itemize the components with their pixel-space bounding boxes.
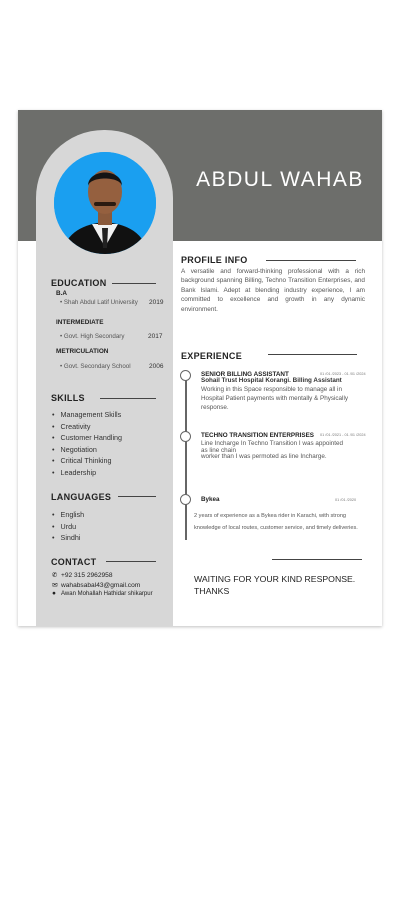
job-date-techno: 01 /01 /2021 - 01 /01 /2024: [320, 433, 366, 437]
education-year-ba: 2019: [149, 299, 164, 306]
closing-rule: [272, 559, 362, 560]
skill-item: • Critical Thinking: [52, 455, 122, 467]
education-heading: EDUCATION: [51, 278, 107, 288]
job-title-techno: TECHNO TRANSITION ENTERPRISES: [201, 432, 315, 439]
contact-rule: [106, 561, 156, 562]
job-line: 2 years of experience as a Bykea rider in Karachi, with strong: [194, 513, 347, 519]
job-date-bykea: 01 /01 /2020: [335, 498, 357, 502]
skill-item: • Negotiation: [52, 444, 122, 456]
education-degree-ba: B.A: [56, 290, 68, 297]
experience-heading: EXPERIENCE: [181, 351, 243, 361]
job-line: as line chain: [201, 447, 237, 454]
job-line: Line Incharge In Techno Transition I was appointed: [201, 440, 344, 447]
resume-page: [18, 110, 382, 626]
language-item: • Urdu: [52, 521, 84, 533]
languages-heading: LANGUAGES: [51, 492, 112, 502]
job-line: knowledge of local routes, customer service, and timely deliveries.: [194, 525, 358, 531]
skill-item: • Customer Handling: [52, 432, 122, 444]
education-school-ba: • Shah Abdul Latif University: [60, 299, 138, 306]
job-date-billing: 01 /01 /2023 - 01 /01 /2024: [320, 372, 366, 376]
job-line: Working in this Space responsible to manage all in: [201, 386, 342, 393]
education-year-matric: 2006: [149, 363, 164, 370]
experience-timeline: [185, 375, 187, 540]
closing-message: WAITING FOR YOUR KIND RESPONSE. THANKS: [194, 574, 356, 596]
skills-list: [52, 409, 122, 478]
education-school-matric: • Govt. Secondary School: [60, 363, 131, 370]
job-line: response.: [201, 404, 229, 411]
phone-icon: ✆: [52, 572, 58, 579]
email-icon: ✉: [52, 582, 58, 589]
language-item: • English: [52, 509, 84, 521]
experience-rule: [268, 354, 357, 355]
job-title-billing: SENIOR BILLING ASSISTANT: [201, 371, 289, 378]
timeline-dot: [180, 431, 191, 442]
profile-heading: PROFILE INFO: [181, 255, 248, 265]
profile-rule: [266, 260, 356, 261]
job-line: Sohail Trust Hospital Korangi. Billing Assistant: [201, 377, 342, 384]
contact-email: ✉ wahabsabal43@gmail.com: [52, 582, 141, 589]
languages-rule: [118, 496, 156, 497]
education-degree-matric: METRICULATION: [56, 348, 109, 355]
skills-rule: [100, 398, 156, 399]
contact-phone: ✆ +92 315 2962958: [52, 572, 113, 579]
languages-list: [52, 509, 84, 544]
education-rule: [112, 283, 156, 284]
timeline-dot: [180, 370, 191, 381]
skill-item: • Management Skills: [52, 409, 122, 421]
skill-item: • Leadership: [52, 467, 122, 479]
job-line: worker than I was permoted as line Incharge.: [201, 453, 327, 460]
candidate-name: ABDUL WAHAB: [196, 168, 364, 191]
skills-heading: SKILLS: [51, 393, 85, 403]
timeline-dot: [180, 494, 191, 505]
education-degree-intermediate: INTERMEDIATE: [56, 319, 104, 326]
education-school-intermediate: • Govt. High Secondary: [60, 333, 125, 340]
contact-address: ● Awan Mohallah Hathidar shikarpur: [52, 590, 153, 597]
location-pin-icon: ●: [52, 590, 56, 597]
job-line: Hospital Patient payments with mentally & Physically: [201, 395, 348, 402]
profile-photo: [54, 152, 156, 254]
job-title-bykea: Bykea: [201, 496, 220, 503]
education-year-intermediate: 2017: [148, 333, 163, 340]
profile-text: A versatile and forward-thinking professional with a rich background spanning Billing, Techno Transition Enterprises, and Bank Islami. Adept at blending industry experience, I am committed to excellence and growth in any dynamic environment.: [181, 268, 365, 313]
skill-item: • Creativity: [52, 421, 122, 433]
language-item: • Sindhi: [52, 532, 84, 544]
contact-heading: CONTACT: [51, 557, 97, 567]
